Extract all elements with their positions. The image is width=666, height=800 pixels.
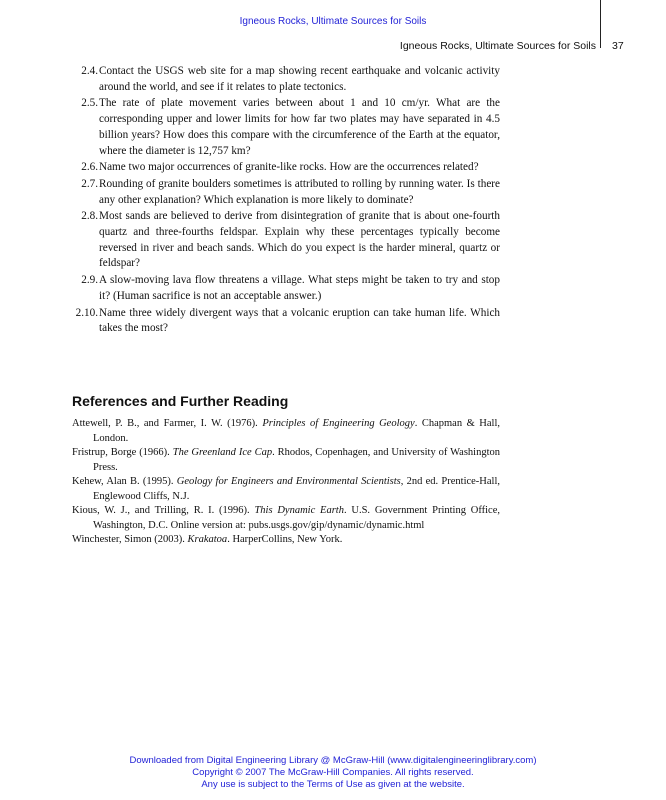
reference-item <box>72 504 500 533</box>
page-divider-rule <box>600 0 601 48</box>
exercise-number: 2.8. <box>81 210 98 223</box>
reference-authors: Attewell, P. B., and Farmer, I. W. (1976). <box>72 418 263 429</box>
exercise-number: 2.10. <box>75 306 98 319</box>
reference-title: Geology for Engineers and Environmental Scientists <box>176 476 401 487</box>
exercise-item <box>70 306 500 337</box>
exercise-text: The rate of plate movement varies between about 1 and 10 cm/yr. What are the corresponding upper and lower limits for how far two plates may have separated in 4.5 billion years? How does this compare with the circumference of the Earth at the equator, where the diameter is 12,757 km? <box>99 97 500 157</box>
exercise-text: Name two major occurrences of granite-like rocks. How are the occurrences related? <box>99 161 479 174</box>
exercise-item <box>70 209 500 272</box>
reference-authors: Winchester, Simon (2003). <box>72 534 188 545</box>
reference-title: The Greenland Ice Cap <box>172 447 273 458</box>
reference-item <box>72 533 500 548</box>
reference-publisher: . U.S. Government Printing Office, Washington, D.C. Online version at: pubs.usgs.gov/gip/dynamic/dynamic.html <box>93 505 500 531</box>
reference-item <box>72 475 500 504</box>
reference-title: Principles of Engineering Geology <box>262 418 415 429</box>
exercise-text: Contact the USGS web site for a map showing recent earthquake and volcanic activity around the world, and see if it relates to plate tectonics. <box>99 65 500 93</box>
references-heading: References and Further Reading <box>72 393 289 409</box>
footer-download-link[interactable]: Downloaded from Digital Engineering Library @ McGraw-Hill (www.digitalengineeringlibrary.com) <box>129 755 537 766</box>
running-head: Igneous Rocks, Ultimate Sources for Soils <box>399 40 596 52</box>
footer-copyright[interactable]: Copyright © 2007 The McGraw-Hill Companies. All rights reserved. <box>192 767 474 778</box>
reference-title: Krakatoa <box>187 534 228 545</box>
exercise-item <box>70 64 500 95</box>
exercise-text: Name three widely divergent ways that a volcanic eruption can take human life. Which takes the most? <box>99 306 500 335</box>
reference-authors: Kious, W. J., and Trilling, R. I. (1996). <box>72 505 255 516</box>
reference-publisher: . Chapman & Hall, London. <box>93 418 500 444</box>
exercise-item <box>70 273 500 304</box>
exercise-item <box>70 177 500 208</box>
exercise-item <box>70 160 500 176</box>
exercise-number: 2.9. <box>81 274 98 287</box>
reference-item <box>72 446 500 475</box>
exercise-number: 2.6. <box>81 161 98 174</box>
footer-terms[interactable]: Any use is subject to the Terms of Use as given at the website. <box>201 779 465 790</box>
exercise-list <box>70 64 500 338</box>
reference-item <box>72 417 500 446</box>
reference-publisher: . HarperCollins, New York. <box>227 534 343 545</box>
exercise-text: Most sands are believed to derive from disintegration of granite that is about one-fourth quartz and three-fourths feldspar. Explain why these percentages typically become reversed in river and beach sands. Which do you expect is the harder mineral, quartz or feldspar? <box>99 210 500 270</box>
exercise-item <box>70 96 500 159</box>
exercise-number: 2.5. <box>81 97 98 110</box>
exercise-text: A slow-moving lava flow threatens a village. What steps might be taken to try and stop it? (Human sacrifice is not an acceptable answer.) <box>99 274 500 302</box>
reference-title: This Dynamic Earth <box>254 505 344 516</box>
page-number: 37 <box>612 40 624 52</box>
reference-publisher: . Rhodos, Copenhagen, and University of Washington Press. <box>93 447 501 473</box>
reference-authors: Kehew, Alan B. (1995). <box>72 476 177 487</box>
reference-authors: Fristrup, Borge (1966). <box>72 447 173 458</box>
exercise-number: 2.7. <box>81 177 98 190</box>
exercise-number: 2.4. <box>81 65 98 77</box>
reference-list <box>72 417 500 548</box>
exercise-text: Rounding of granite boulders sometimes is attributed to rolling by running water. Is there any other explanation? Which explanation is more likely to dominate? <box>99 177 500 206</box>
chapter-title-link[interactable]: Igneous Rocks, Ultimate Sources for Soils <box>239 16 427 27</box>
copyright-footer <box>0 755 666 791</box>
reference-publisher: , 2nd ed. Prentice-Hall, Englewood Cliffs, N.J. <box>93 476 500 502</box>
